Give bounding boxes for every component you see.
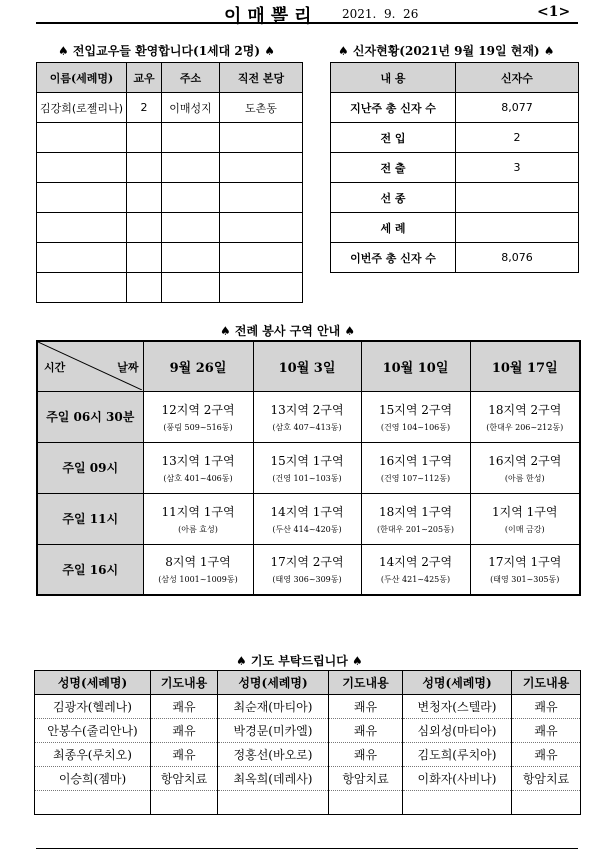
prayer-name: 김광자(헬레나)	[35, 695, 151, 719]
prayer-row	[35, 791, 581, 815]
prayer-intention: 쾌유	[151, 695, 218, 719]
zone-label: 17지역 1구역	[488, 555, 562, 570]
time-date-corner	[37, 341, 143, 391]
believers-row	[331, 123, 579, 153]
prayer-intention	[512, 791, 581, 815]
zone-label: 15지역 1구역	[270, 453, 344, 468]
believers-row	[331, 213, 579, 243]
welcome-cell: 도촌동	[220, 93, 303, 123]
welcome-heading: ♠ 전입교우들 환영합니다(1세대 2명) ♠	[58, 44, 275, 58]
zone-label: 18지역 2구역	[488, 402, 562, 417]
ceremony-heading: ♠ 전례 봉사 구역 안내 ♠	[220, 324, 356, 338]
ceremony-cell	[361, 544, 470, 595]
welcome-cell	[127, 153, 162, 183]
ceremony-cell	[361, 493, 470, 544]
zone-detail: (두산 421~425동)	[380, 575, 451, 585]
prayer-name	[218, 791, 329, 815]
zone-label: 16지역 1구역	[378, 453, 453, 468]
zone-label: 13지역 2구역	[270, 402, 344, 417]
welcome-cell	[127, 123, 162, 153]
prayer-intention	[151, 791, 218, 815]
zone-label: 16지역 2구역	[488, 453, 562, 468]
ceremony-cell	[143, 493, 253, 544]
zone-detail: (이매 금강)	[504, 524, 545, 534]
zone-detail: (두산 414~420동)	[272, 524, 342, 534]
believers-count: 8,077	[456, 93, 579, 123]
welcome-cell	[37, 183, 127, 213]
believers-row	[331, 243, 579, 273]
believers-row	[331, 93, 579, 123]
prayer-col-header: 성명(세례명)	[35, 671, 151, 695]
believers-label: 선 종	[331, 183, 456, 213]
prayer-name: 안봉수(줄리안나)	[35, 719, 151, 743]
believers-count: 2	[456, 123, 579, 153]
ceremony-cell	[470, 391, 580, 442]
zone-label: 14지역 1구역	[270, 504, 344, 519]
welcome-col-header: 교우	[127, 63, 162, 93]
prayer-col-header: 기도내용	[151, 671, 218, 695]
ceremony-date-header: 10월 3일	[253, 341, 361, 391]
prayer-heading: ♠ 기도 부탁드립니다 ♠	[236, 654, 363, 668]
ceremony-row	[37, 493, 580, 544]
prayer-name: 최옥희(데레사)	[218, 767, 329, 791]
ceremony-time: 주일 11시	[37, 493, 143, 544]
welcome-row	[37, 213, 303, 243]
welcome-cell	[162, 213, 220, 243]
ceremony-time: 주일 06시 30분	[37, 391, 143, 442]
zone-detail: (태영 301~305동)	[490, 575, 560, 585]
zone-detail: (건영 101~103동)	[272, 473, 342, 483]
ceremony-time: 주일 16시	[37, 544, 143, 595]
zone-detail: (아름 한성)	[504, 473, 545, 483]
zone-detail: (삼호 401~406동)	[163, 473, 233, 483]
welcome-cell	[127, 183, 162, 213]
welcome-cell	[162, 243, 220, 273]
zone-label: 13지역 1구역	[161, 453, 235, 468]
ceremony-cell	[143, 391, 253, 442]
prayer-table	[34, 670, 581, 815]
ceremony-date-header: 10월 10일	[361, 341, 470, 391]
welcome-cell: 김강희(로젤리나)	[37, 93, 127, 123]
welcome-cell	[162, 123, 220, 153]
believers-count: 8,076	[456, 243, 579, 273]
zone-detail: (한대우 201~205동)	[377, 524, 454, 534]
prayer-intention: 항암치료	[512, 767, 581, 791]
header-rule	[36, 22, 578, 24]
prayer-name: 이승희(젬마)	[35, 767, 151, 791]
welcome-row	[37, 93, 303, 123]
ceremony-date-header: 9월 26일	[143, 341, 253, 391]
welcome-row	[37, 153, 303, 183]
zone-detail: (건영 104~106동)	[380, 422, 451, 432]
prayer-intention: 쾌유	[151, 743, 218, 767]
prayer-intention: 쾌유	[329, 719, 403, 743]
zone-label: 18지역 1구역	[378, 504, 453, 519]
welcome-cell	[162, 183, 220, 213]
zone-detail: (건영 107~112동)	[380, 473, 451, 483]
ceremony-cell	[470, 544, 580, 595]
prayer-name: 심외성(마티아)	[403, 719, 512, 743]
believers-table	[330, 62, 579, 273]
zone-label: 15지역 2구역	[378, 402, 453, 417]
zone-detail: (한대우 206~212동)	[486, 422, 564, 432]
prayer-row	[35, 767, 581, 791]
welcome-cell	[37, 243, 127, 273]
prayer-name: 최순재(마티아)	[218, 695, 329, 719]
prayer-name	[403, 791, 512, 815]
believers-label: 전 출	[331, 153, 456, 183]
zone-detail: (풍림 509~516동)	[163, 422, 233, 432]
believers-count	[456, 183, 579, 213]
welcome-row	[37, 273, 303, 303]
prayer-intention: 쾌유	[329, 743, 403, 767]
prayer-intention: 쾌유	[151, 719, 218, 743]
prayer-col-header: 성명(세례명)	[218, 671, 329, 695]
prayer-col-header: 성명(세례명)	[403, 671, 512, 695]
welcome-cell	[220, 183, 303, 213]
prayer-intention	[329, 791, 403, 815]
ceremony-cell	[253, 493, 361, 544]
ceremony-cell	[143, 544, 253, 595]
ceremony-cell	[361, 391, 470, 442]
welcome-col-header: 주소	[162, 63, 220, 93]
zone-label: 1지역 1구역	[492, 504, 558, 519]
ceremony-date-header: 10월 17일	[470, 341, 580, 391]
zone-detail: (삼호 407~413동)	[272, 422, 342, 432]
prayer-intention: 항암치료	[329, 767, 403, 791]
zone-label: 12지역 2구역	[161, 402, 235, 417]
ceremony-table	[36, 340, 581, 596]
zone-detail: (아름 효성)	[178, 524, 218, 534]
ceremony-cell	[143, 442, 253, 493]
believers-col-header: 신자수	[456, 63, 579, 93]
believers-col-header: 내 용	[331, 63, 456, 93]
believers-label: 지난주 총 신자 수	[331, 93, 456, 123]
prayer-intention: 쾌유	[512, 743, 581, 767]
welcome-cell	[220, 153, 303, 183]
believers-count: 3	[456, 153, 579, 183]
prayer-intention: 항암치료	[151, 767, 218, 791]
footer-rule	[36, 848, 578, 849]
welcome-cell	[37, 153, 127, 183]
zone-label: 17지역 2구역	[270, 555, 344, 570]
prayer-row	[35, 719, 581, 743]
welcome-cell	[37, 213, 127, 243]
ceremony-cell	[253, 391, 361, 442]
welcome-cell: 이매성지	[162, 93, 220, 123]
prayer-col-header: 기도내용	[512, 671, 581, 695]
prayer-intention: 쾌유	[512, 695, 581, 719]
prayer-row	[35, 743, 581, 767]
believers-label: 세 례	[331, 213, 456, 243]
believers-row	[331, 153, 579, 183]
welcome-cell	[220, 123, 303, 153]
welcome-cell	[127, 243, 162, 273]
believers-label: 전 입	[331, 123, 456, 153]
issue-date: 2021. 9. 26	[342, 7, 419, 21]
ceremony-row	[37, 391, 580, 442]
welcome-cell	[220, 243, 303, 273]
welcome-row	[37, 123, 303, 153]
page-number: <1>	[537, 4, 571, 20]
zone-detail: (삼성 1001~1009동)	[158, 575, 238, 585]
prayer-row	[35, 695, 581, 719]
welcome-cell	[127, 273, 162, 303]
ceremony-cell	[470, 442, 580, 493]
ceremony-cell	[470, 493, 580, 544]
ceremony-cell	[361, 442, 470, 493]
welcome-cell	[162, 153, 220, 183]
welcome-cell	[37, 123, 127, 153]
prayer-intention: 쾌유	[329, 695, 403, 719]
welcome-cell	[220, 213, 303, 243]
welcome-cell	[162, 273, 220, 303]
believers-row	[331, 183, 579, 213]
zone-label: 14지역 2구역	[378, 555, 453, 570]
corner-date-label: 날짜	[117, 361, 139, 374]
prayer-name: 최종우(루치오)	[35, 743, 151, 767]
zone-detail: (태영 306~309동)	[272, 575, 342, 585]
welcome-cell: 2	[127, 93, 162, 123]
ceremony-cell	[253, 442, 361, 493]
prayer-name: 변청자(스텔라)	[403, 695, 512, 719]
believers-label: 이번주 총 신자 수	[331, 243, 456, 273]
page-title: 이매뽈리	[224, 6, 318, 27]
welcome-table	[36, 62, 303, 303]
ceremony-row	[37, 442, 580, 493]
welcome-row	[37, 243, 303, 273]
ceremony-row	[37, 544, 580, 595]
prayer-name: 정홍선(바오로)	[218, 743, 329, 767]
welcome-col-header: 직전 본당	[220, 63, 303, 93]
zone-label: 11지역 1구역	[161, 504, 235, 519]
welcome-cell	[37, 273, 127, 303]
prayer-name: 박경문(미카엘)	[218, 719, 329, 743]
welcome-col-header: 이름(세례명)	[37, 63, 127, 93]
zone-label: 8지역 1구역	[165, 555, 231, 570]
prayer-intention: 쾌유	[512, 719, 581, 743]
welcome-cell	[127, 213, 162, 243]
corner-time-label: 시간	[44, 361, 66, 374]
welcome-cell	[220, 273, 303, 303]
welcome-row	[37, 183, 303, 213]
ceremony-cell	[253, 544, 361, 595]
prayer-name: 김도희(루치아)	[403, 743, 512, 767]
prayer-col-header: 기도내용	[329, 671, 403, 695]
prayer-name	[35, 791, 151, 815]
believers-heading: ♠ 신자현황(2021년 9월 19일 현재) ♠	[338, 44, 555, 58]
prayer-name: 이화자(사비나)	[403, 767, 512, 791]
ceremony-time: 주일 09시	[37, 442, 143, 493]
believers-count	[456, 213, 579, 243]
